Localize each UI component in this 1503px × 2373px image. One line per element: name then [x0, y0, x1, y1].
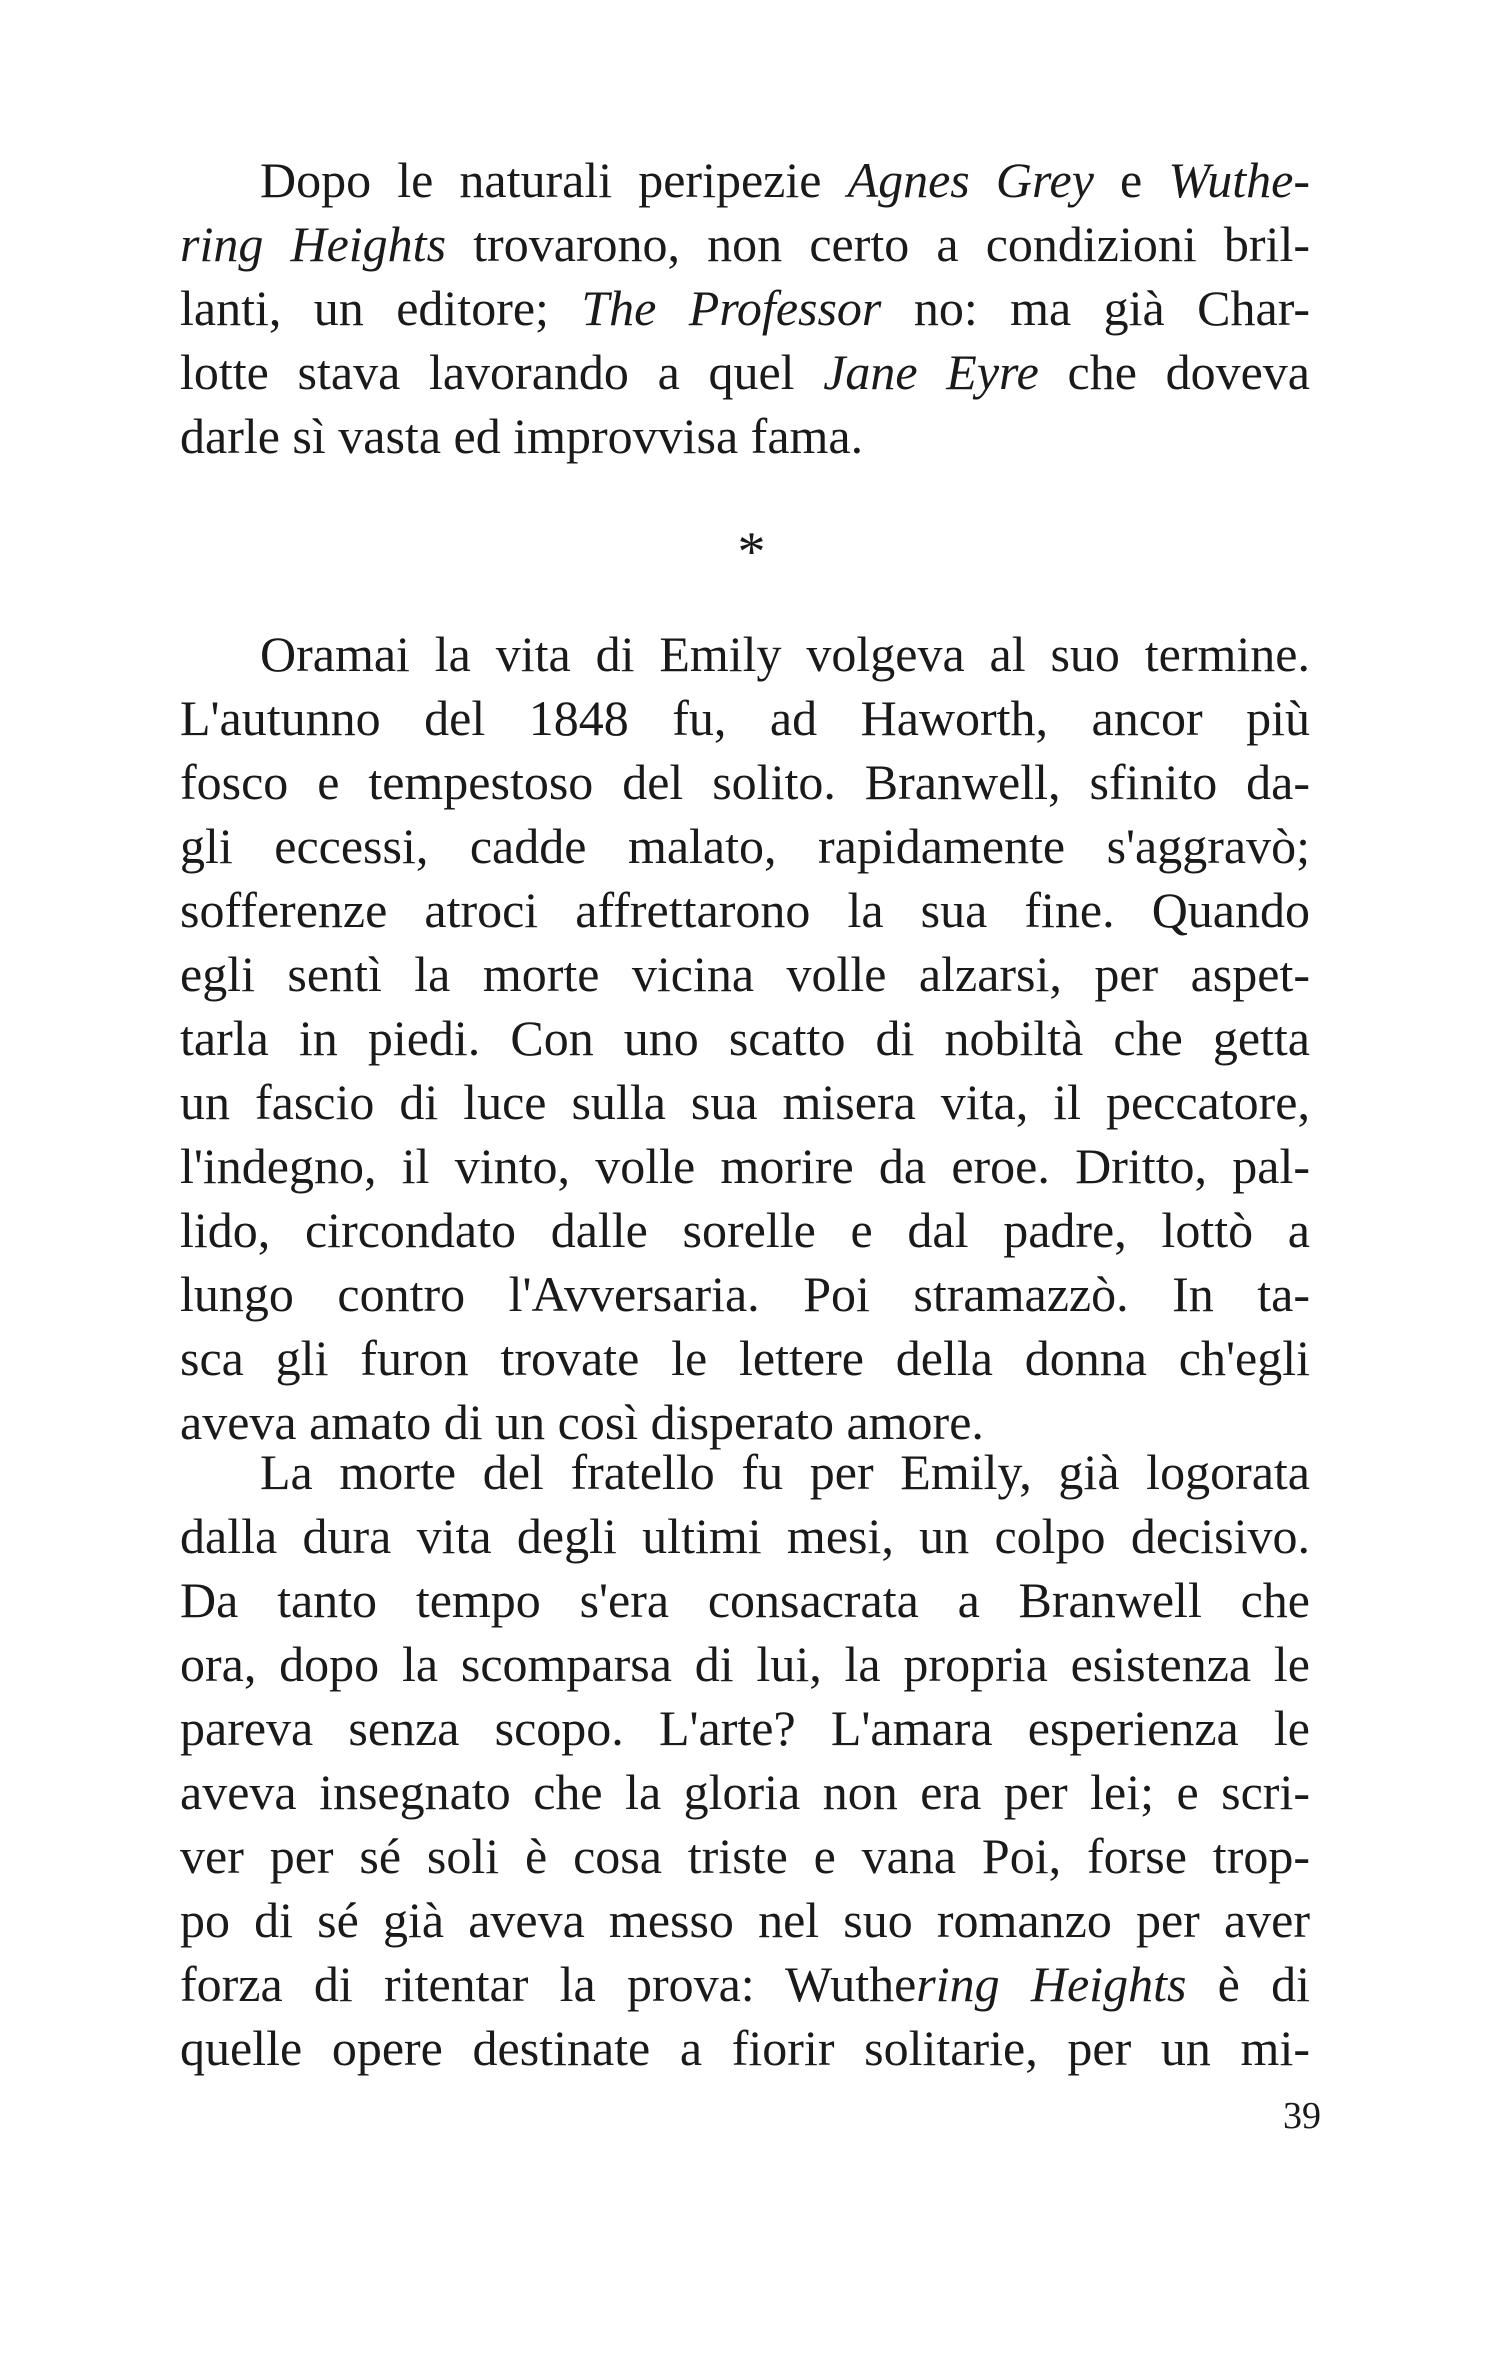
text-line: ring Heights trovarono, non certo a condizioni bril- — [180, 216, 1310, 272]
text-line: l'indegno, il vinto, volle morire da eroe. Dritto, pal- — [180, 1138, 1310, 1194]
text-line: sca gli furon trovate le lettere della donna ch'egli — [180, 1330, 1310, 1386]
text-line: pareva senza scopo. L'arte? L'amara esperienza le — [180, 1700, 1310, 1756]
text-line: tarla in piedi. Con uno scatto di nobiltà che getta — [180, 1010, 1310, 1066]
text-line: lotte stava lavorando a quel Jane Eyre che doveva — [180, 344, 1310, 400]
text-line: aveva amato di un così disperato amore. — [180, 1394, 984, 1450]
text-line: forza di ritentar la prova: Wuthering Heights è di — [180, 1956, 1310, 2012]
text-line: darle sì vasta ed improvvisa fama. — [180, 408, 864, 464]
text-line: fosco e tempestoso del solito. Branwell, sfinito da- — [180, 754, 1310, 810]
text-line: dalla dura vita degli ultimi mesi, un colpo decisivo. — [180, 1508, 1310, 1564]
paragraph-brother-death — [180, 1440, 1310, 2080]
text-line: La morte del fratello fu per Emily, già logorata — [260, 1444, 1310, 1500]
text-line: gli eccessi, cadde malato, rapidamente s'aggravò; — [180, 818, 1310, 874]
text-line: egli sentì la morte vicina volle alzarsi, per aspet- — [180, 946, 1310, 1002]
text-line: L'autunno del 1848 fu, ad Haworth, ancor più — [180, 690, 1310, 746]
text-line: Oramai la vita di Emily volgeva al suo termine. — [260, 626, 1310, 682]
text-line: ora, dopo la scomparsa di lui, la propria esistenza le — [180, 1636, 1310, 1692]
text-line: lungo contro l'Avversaria. Poi stramazzò. In ta- — [180, 1266, 1310, 1322]
paragraph-emily — [180, 622, 1310, 1454]
paragraph-intro — [180, 148, 1310, 468]
text-line: Da tanto tempo s'era consacrata a Branwell che — [180, 1572, 1310, 1628]
text-line: lanti, un editore; The Professor no: ma già Char- — [180, 280, 1310, 336]
text-line: un fascio di luce sulla sua misera vita, il peccatore, — [180, 1074, 1310, 1130]
text-line: lido, circondato dalle sorelle e dal padre, lottò a — [180, 1202, 1310, 1258]
text-line: po di sé già aveva messo nel suo romanzo per aver — [180, 1892, 1310, 1948]
section-separator: * — [737, 521, 766, 583]
text-line: aveva insegnato che la gloria non era per lei; e scri- — [180, 1764, 1310, 1820]
text-line: Dopo le naturali peripezie Agnes Grey e Wuthe- — [260, 152, 1311, 208]
page-number: 39 — [1283, 2095, 1321, 2137]
text-line: sofferenze atroci affrettarono la sua fine. Quando — [180, 882, 1310, 938]
text-line: quelle opere destinate a fiorir solitarie, per un mi- — [180, 2020, 1310, 2076]
text-line: ver per sé soli è cosa triste e vana Poi, forse trop- — [180, 1828, 1310, 1884]
